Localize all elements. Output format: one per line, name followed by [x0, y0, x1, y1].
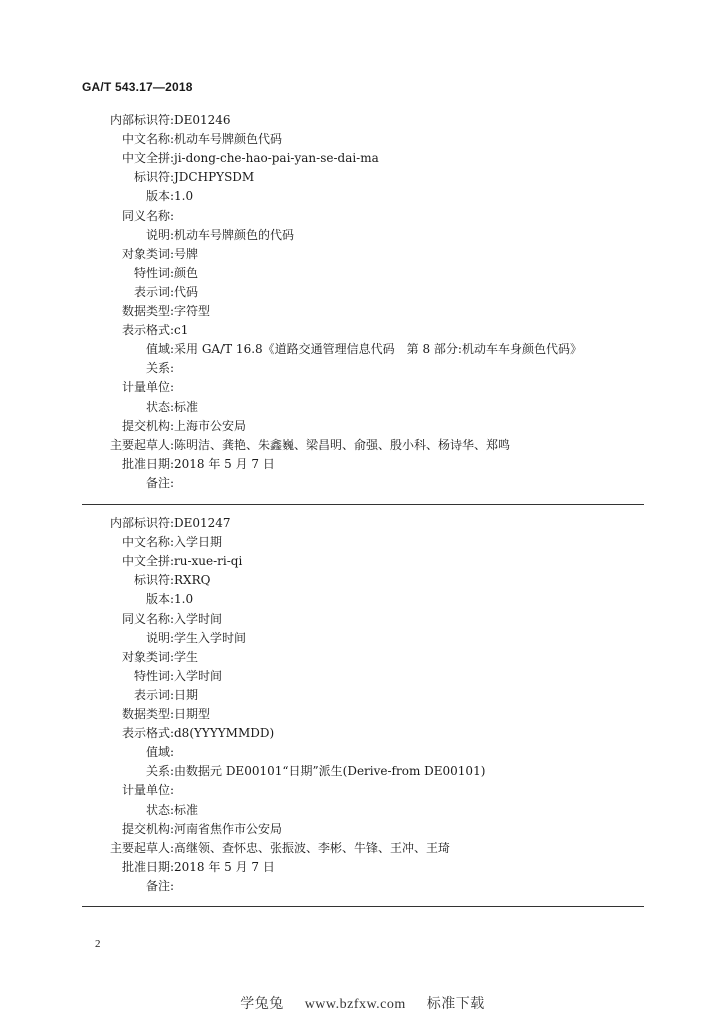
field-row — [0, 858, 725, 877]
field-label: 说明: — [145, 630, 174, 645]
record-divider — [82, 504, 644, 505]
field-row — [0, 705, 725, 724]
field-label: 备注: — [145, 878, 174, 893]
field-label: 中文全拼: — [121, 554, 174, 569]
field-label: 备注: — [145, 475, 174, 490]
field-label: 中文全拼: — [121, 151, 174, 166]
field-label: 数据类型: — [121, 707, 174, 721]
field-row — [0, 610, 725, 629]
field-value: 标准 — [174, 802, 199, 817]
field-value: 陈明洁、龚艳、朱鑫巍、梁昌明、俞强、殷小科、杨诗华、郑鸣 — [174, 437, 511, 452]
field-row — [0, 781, 725, 800]
field-row — [0, 111, 725, 130]
field-label: 对象类词: — [121, 246, 174, 261]
field-row — [0, 398, 725, 417]
field-row — [0, 648, 725, 667]
field-row — [0, 302, 725, 321]
field-value: 机动车号牌颜色的代码 — [174, 227, 295, 242]
field-label: 中文名称: — [121, 132, 174, 147]
page-number: 2 — [95, 938, 101, 950]
field-value: 入学时间 — [174, 611, 223, 626]
field-label: 内部标识符: — [109, 113, 174, 127]
field-row — [0, 629, 725, 648]
field-row — [0, 571, 725, 590]
field-row — [0, 455, 725, 474]
field-label: 状态: — [145, 802, 174, 817]
field-value: 标准 — [174, 399, 199, 414]
field-value: 颜色 — [174, 265, 199, 280]
field-label: 版本: — [145, 189, 174, 204]
field-value: ji-dong-che-hao-pai-yan-se-dai-ma — [174, 151, 379, 166]
field-value: RXRQ — [174, 573, 211, 588]
field-label: 对象类词: — [121, 649, 174, 664]
field-label: 版本: — [145, 592, 174, 607]
watermark-site: 学兔兔 — [240, 996, 284, 1012]
field-row — [0, 743, 725, 762]
field-value: 髙继领、查怀忠、张振波、李彬、牛锋、王冲、王琦 — [174, 840, 451, 855]
field-row — [0, 839, 725, 858]
watermark-text: 标准下载 — [426, 996, 485, 1012]
field-row — [0, 877, 725, 896]
field-label: 中文名称: — [121, 535, 174, 550]
field-label: 关系: — [145, 361, 174, 376]
field-label: 标识符: — [133, 170, 174, 185]
field-row — [0, 474, 725, 493]
field-label: 表示格式: — [121, 323, 174, 338]
field-value: 1.0 — [174, 189, 194, 204]
field-value: 河南省焦作市公安局 — [174, 821, 283, 836]
field-label: 表示词: — [133, 284, 174, 299]
field-row — [0, 207, 725, 226]
field-value: 号牌 — [174, 246, 199, 261]
field-label: 说明: — [145, 227, 174, 242]
field-label: 同义名称: — [121, 208, 174, 223]
field-label: 特性词: — [133, 265, 174, 280]
field-row — [0, 514, 725, 533]
field-row — [0, 724, 725, 743]
field-row — [0, 762, 725, 781]
field-value: 学生入学时间 — [174, 630, 247, 645]
field-row — [0, 378, 725, 397]
field-label: 主要起草人: — [109, 437, 174, 452]
field-label: 提交机构: — [121, 821, 174, 836]
field-row — [0, 264, 725, 283]
field-row — [0, 245, 725, 264]
field-value: 代码 — [174, 284, 199, 299]
field-label: 标识符: — [133, 573, 174, 588]
field-value: ru-xue-ri-qi — [174, 554, 243, 569]
field-row — [0, 820, 725, 839]
field-label: 计量单位: — [121, 783, 174, 798]
watermark-url: www.bzfxw.com — [304, 997, 406, 1012]
field-value: 采用 GA/T 16.8《道路交通管理信息代码 第 8 部分:机动车车身颜色代码》 — [174, 342, 582, 357]
record-divider — [82, 906, 644, 907]
field-row — [0, 168, 725, 187]
field-label: 计量单位: — [121, 380, 174, 395]
field-row — [0, 552, 725, 571]
field-value: d8(YYYYMMDD) — [174, 726, 275, 741]
field-row — [0, 533, 725, 552]
field-row — [0, 590, 725, 609]
field-label: 表示格式: — [121, 726, 174, 741]
field-row — [0, 667, 725, 686]
field-value: 入学日期 — [174, 535, 223, 550]
field-label: 值域: — [145, 342, 174, 357]
field-label: 内部标识符: — [109, 516, 174, 530]
field-row — [0, 283, 725, 302]
standard-code: GA/T 543.17—2018 — [82, 80, 193, 94]
field-value: c1 — [174, 323, 189, 338]
field-value: DE01247 — [174, 516, 231, 530]
field-value: 日期 — [174, 687, 199, 702]
field-value: 机动车号牌颜色代码 — [174, 132, 283, 147]
field-value: 上海市公安局 — [174, 418, 247, 433]
field-value: 1.0 — [174, 592, 194, 607]
field-row — [0, 436, 725, 455]
field-value: 学生 — [174, 649, 199, 664]
field-value: DE01246 — [174, 113, 231, 127]
field-label: 特性词: — [133, 668, 174, 683]
field-label: 主要起草人: — [109, 840, 174, 855]
field-value: 2018 年 5 月 7 日 — [174, 859, 275, 874]
field-row — [0, 149, 725, 168]
field-label: 批准日期: — [121, 456, 174, 471]
field-label: 值域: — [145, 745, 174, 760]
field-label: 状态: — [145, 399, 174, 414]
field-row — [0, 417, 725, 436]
field-row — [0, 321, 725, 340]
field-row — [0, 686, 725, 705]
field-value: 由数据元 DE00101“日期”派生(Derive-from DE00101) — [174, 764, 486, 779]
field-row — [0, 187, 725, 206]
watermark — [0, 993, 725, 1013]
field-label: 数据类型: — [121, 304, 174, 318]
field-row — [0, 130, 725, 149]
field-label: 批准日期: — [121, 859, 174, 874]
field-label: 同义名称: — [121, 611, 174, 626]
field-value: 日期型 — [174, 707, 211, 721]
field-row — [0, 359, 725, 378]
field-label: 提交机构: — [121, 418, 174, 433]
field-value: JDCHPYSDM — [174, 170, 255, 185]
field-row — [0, 226, 725, 245]
field-value: 2018 年 5 月 7 日 — [174, 456, 275, 471]
field-row — [0, 340, 725, 359]
field-value: 入学时间 — [174, 668, 223, 683]
field-row — [0, 801, 725, 820]
field-value: 字符型 — [174, 304, 211, 318]
field-label: 关系: — [145, 764, 174, 779]
field-label: 表示词: — [133, 687, 174, 702]
